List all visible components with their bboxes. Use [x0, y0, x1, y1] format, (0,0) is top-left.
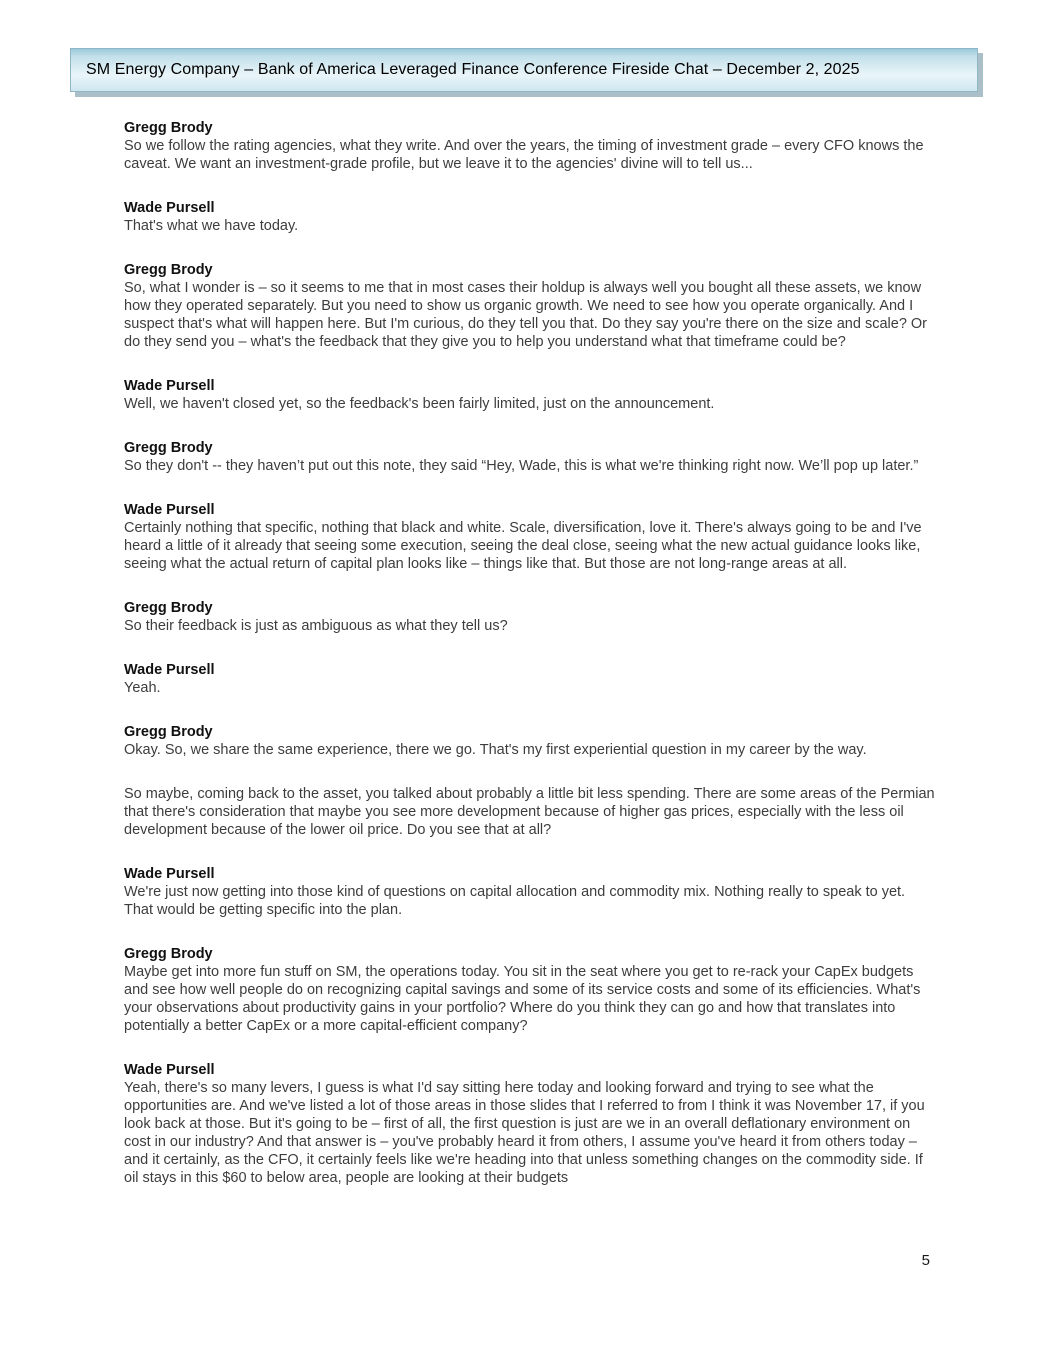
transcript-paragraph: So their feedback is just as ambiguous as what they tell us?: [124, 618, 508, 634]
transcript-turn-6: [124, 599, 936, 635]
transcript-turn-9: [124, 865, 936, 919]
header-banner: [70, 48, 978, 92]
transcript-paragraph: Certainly nothing that specific, nothing that black and white. Scale, diversification, love it. There's always going to be and I've heard a little of it already that seeing some execution, seeing the deal close, seeing what the new actual guidance looks like, seeing what the actual return of capital plan looks like – things like that. But those are not long-range areas at all.: [124, 520, 922, 572]
transcript-turn-7: [124, 661, 936, 697]
transcript-paragraph: Yeah, there's so many levers, I guess is what I'd say sitting here today and looking forward and trying to see what the opportunities are. And we've listed a lot of those areas in those slides that I referred to from I think it was November 17, if you look back at those. But it's going to be – first of all, the first question is just are we in an overall deflationary environment on cost in our industry? And that answer is – you've probably heard it from others, I assume you've heard it from others today – and it certainly, as the CFO, it certainly feels like we're heading into that unless something changes on the commodity side. If oil stays in this $60 to below area, people are looking at their budgets: [124, 1080, 925, 1186]
transcript-paragraph: So, what I wonder is – so it seems to me that in most cases their holdup is always well you bought all these assets, we know how they operated separately. But you need to show us organic growth. We need to see how you operate organically. And I suspect that's what will happen here. But I'm curious, do they tell you that. Do they say you're there on the size and scale? Or do they send you – what's the feedback that they give you to help you understand what that timeframe could be?: [124, 280, 928, 350]
speaker-name: Wade Pursell: [124, 866, 215, 882]
transcript-turn-2: [124, 261, 936, 351]
page-number: 5: [921, 1252, 930, 1269]
transcript-paragraph: So we follow the rating agencies, what they write. And over the years, the timing of investment grade – every CFO knows the caveat. We want an investment-grade profile, but we leave it to the agencies' divine will to tell us...: [124, 138, 924, 172]
transcript-turn-10: [124, 945, 936, 1035]
document-title: SM Energy Company – Bank of America Leveraged Finance Conference Fireside Chat – December 2, 2025: [86, 61, 860, 78]
transcript-turn-11: [124, 1061, 936, 1187]
transcript-paragraph: That's what we have today.: [124, 218, 299, 234]
speaker-name: Gregg Brody: [124, 440, 213, 456]
transcript-turn-5: [124, 501, 936, 573]
transcript-turn-4: [124, 439, 936, 475]
transcript-paragraph: So maybe, coming back to the asset, you talked about probably a little bit less spending. There are some areas of the Permian that there's consideration that maybe you see more development because of higher gas prices, especially with the less oil development because of the lower oil price. Do you see that at all?: [124, 786, 935, 838]
speaker-name: Wade Pursell: [124, 1062, 215, 1078]
speaker-name: Gregg Brody: [124, 724, 213, 740]
transcript-paragraph: We're just now getting into those kind of questions on capital allocation and commodity mix. Nothing really to speak to yet. That would be getting specific into the plan.: [124, 884, 906, 918]
speaker-name: Wade Pursell: [124, 200, 215, 216]
speaker-name: Gregg Brody: [124, 262, 213, 278]
transcript-paragraph: Yeah.: [124, 680, 161, 696]
transcript: [124, 119, 936, 1213]
speaker-name: Wade Pursell: [124, 662, 215, 678]
speaker-name: Wade Pursell: [124, 502, 215, 518]
transcript-paragraph: So they don't -- they haven’t put out this note, they said “Hey, Wade, this is what we're thinking right now. We’ll pop up later.”: [124, 458, 919, 474]
transcript-turn-0: [124, 119, 936, 173]
transcript-paragraph: Maybe get into more fun stuff on SM, the operations today. You sit in the seat where you get to re-rack your CapEx budgets and see how well people do on recognizing capital savings and some of its service costs and some of its efficiencies. What's your observations about productivity gains in your portfolio? Where do you think they can go and how that translates into potentially a better CapEx or a more capital-efficient company?: [124, 964, 921, 1034]
transcript-turn-8: [124, 723, 936, 839]
speaker-name: Gregg Brody: [124, 600, 213, 616]
transcript-paragraph: Well, we haven't closed yet, so the feedback's been fairly limited, just on the announcement.: [124, 396, 715, 412]
transcript-paragraph: Okay. So, we share the same experience, there we go. That's my first experiential question in my career by the way.: [124, 742, 867, 758]
transcript-turn-3: [124, 377, 936, 413]
transcript-turn-1: [124, 199, 936, 235]
speaker-name: Gregg Brody: [124, 946, 213, 962]
speaker-name: Gregg Brody: [124, 120, 213, 136]
speaker-name: Wade Pursell: [124, 378, 215, 394]
